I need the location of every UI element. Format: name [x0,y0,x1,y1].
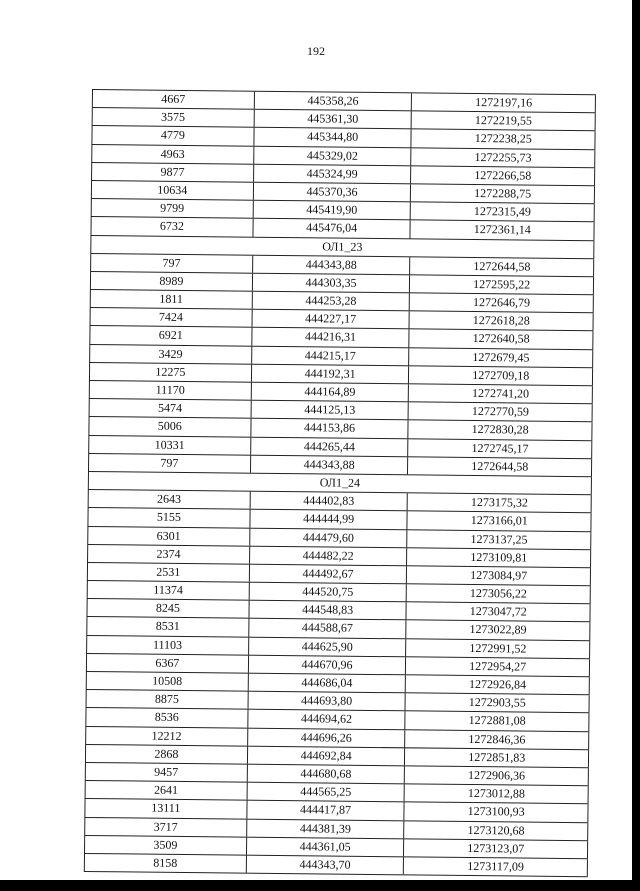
y-coordinate-cell: 1272926,84 [405,675,590,694]
point-number-cell: 2374 [87,545,249,564]
x-coordinate-cell: 444402,83 [249,492,407,511]
point-number-cell: 7424 [90,308,252,327]
y-coordinate-cell: 1272255,73 [411,148,596,167]
x-coordinate-cell: 445329,02 [253,146,411,165]
point-number-cell: 3717 [84,817,246,836]
section-label: ОЛ1_24 [88,472,592,494]
point-number-cell: 4963 [91,145,253,164]
x-coordinate-cell: 444482,22 [249,546,407,565]
x-coordinate-cell: 444417,87 [246,801,404,820]
x-coordinate-cell: 444153,86 [250,419,408,438]
x-coordinate-cell: 444548,83 [248,601,406,620]
point-number-cell: 1811 [90,290,252,309]
y-coordinate-cell: 1272618,28 [409,312,594,331]
y-coordinate-cell: 1272315,49 [410,202,595,221]
x-coordinate-cell: 444227,17 [251,310,409,329]
y-coordinate-cell: 1272830,28 [408,421,593,440]
point-number-cell: 10508 [86,672,248,691]
x-coordinate-cell: 444444,99 [249,510,407,529]
x-coordinate-cell: 444192,31 [251,364,409,383]
x-coordinate-cell: 444216,31 [251,328,409,347]
x-coordinate-cell: 445370,36 [253,183,411,202]
point-number-cell: 2643 [88,490,250,509]
point-number-cell: 4667 [92,90,254,109]
point-number-cell: 4779 [91,126,253,145]
x-coordinate-cell: 444215,17 [251,346,409,365]
table-row [84,854,588,877]
y-coordinate-cell: 1272679,45 [409,348,594,367]
point-number-cell: 5474 [89,399,251,418]
y-coordinate-cell: 1273022,89 [406,621,591,640]
y-coordinate-cell: 1272903,55 [405,693,590,712]
y-coordinate-cell: 1272640,58 [409,330,594,349]
y-coordinate-cell: 1272644,58 [407,457,592,476]
y-coordinate-cell: 1273109,81 [406,548,591,567]
y-coordinate-cell: 1272851,83 [404,748,589,767]
y-coordinate-cell: 1272846,36 [405,730,590,749]
y-coordinate-cell: 1272644,58 [410,257,595,276]
y-coordinate-cell: 1272219,55 [411,112,596,131]
y-coordinate-cell: 1272745,17 [408,439,593,458]
x-coordinate-cell: 444588,67 [248,619,406,638]
x-coordinate-cell: 445361,30 [253,110,411,129]
x-coordinate-cell: 444565,25 [246,783,404,802]
y-coordinate-cell: 1273137,25 [407,530,592,549]
page-number: 192 [307,44,325,58]
x-coordinate-cell: 444696,26 [247,728,405,747]
point-number-cell: 9799 [91,199,253,218]
y-coordinate-cell: 1272741,20 [408,384,593,403]
x-coordinate-cell: 445419,90 [252,201,410,220]
y-coordinate-cell: 1272954,27 [405,657,590,676]
x-coordinate-cell: 445358,26 [254,92,412,111]
point-number-cell: 797 [88,454,250,473]
x-coordinate-cell: 444686,04 [247,674,405,693]
x-coordinate-cell: 444253,28 [251,292,409,311]
y-coordinate-cell: 1272595,22 [409,275,594,294]
point-number-cell: 797 [90,254,252,273]
point-number-cell: 8989 [90,272,252,291]
point-number-cell: 12212 [85,727,247,746]
x-coordinate-cell: 444479,60 [249,528,407,547]
x-coordinate-cell: 445324,99 [253,164,411,183]
y-coordinate-cell: 1272881,08 [405,712,590,731]
x-coordinate-cell: 444692,84 [247,746,405,765]
point-number-cell: 11374 [87,581,249,600]
coordinates-table [84,89,596,877]
point-number-cell: 10634 [91,181,253,200]
x-coordinate-cell: 444492,67 [249,565,407,584]
x-coordinate-cell: 444693,80 [247,692,405,711]
point-number-cell: 8531 [86,617,248,636]
x-coordinate-cell: 444343,70 [246,856,404,875]
y-coordinate-cell: 1272361,14 [410,221,595,240]
point-number-cell: 6367 [86,654,248,673]
x-coordinate-cell: 444625,90 [248,637,406,656]
x-coordinate-cell: 444670,96 [248,655,406,674]
x-coordinate-cell: 445476,04 [252,219,410,238]
y-coordinate-cell: 1273100,93 [404,803,589,822]
point-number-cell: 5006 [88,417,250,436]
y-coordinate-cell: 1273084,97 [406,566,591,585]
point-number-cell: 3429 [89,345,251,364]
y-coordinate-cell: 1272238,25 [411,130,596,149]
y-coordinate-cell: 1273056,22 [406,584,591,603]
y-coordinate-cell: 1272709,18 [408,366,593,385]
y-coordinate-cell: 1272266,58 [410,166,595,185]
point-number-cell: 13111 [84,799,246,818]
point-number-cell: 12275 [89,363,251,382]
y-coordinate-cell: 1272197,16 [411,93,596,112]
y-coordinate-cell: 1273047,72 [406,603,591,622]
point-number-cell: 3509 [84,836,246,855]
y-coordinate-cell: 1272991,52 [406,639,591,658]
point-number-cell: 8158 [84,854,246,873]
y-coordinate-cell: 1272770,59 [408,403,593,422]
x-coordinate-cell: 444164,89 [250,383,408,402]
point-number-cell: 9877 [91,163,253,182]
y-coordinate-cell: 1272288,75 [410,184,595,203]
section-label: ОЛ1_23 [90,235,594,257]
point-number-cell: 8875 [86,690,248,709]
x-coordinate-cell: 444694,62 [247,710,405,729]
point-number-cell: 11103 [86,636,248,655]
point-number-cell: 10331 [88,436,250,455]
x-coordinate-cell: 444381,39 [246,819,404,838]
point-number-cell: 8245 [86,599,248,618]
y-coordinate-cell: 1273123,07 [403,839,588,858]
x-coordinate-cell: 444361,05 [246,837,404,856]
point-number-cell: 3575 [92,108,254,127]
x-coordinate-cell: 444265,44 [250,437,408,456]
x-coordinate-cell: 444303,35 [252,274,410,293]
point-number-cell: 11170 [89,381,251,400]
y-coordinate-cell: 1273120,68 [404,821,589,840]
point-number-cell: 6301 [87,526,249,545]
x-coordinate-cell: 445344,80 [253,128,411,147]
x-coordinate-cell: 444343,88 [252,255,410,274]
point-number-cell: 9457 [85,763,247,782]
y-coordinate-cell: 1273012,88 [404,784,589,803]
y-coordinate-cell: 1273117,09 [403,857,588,876]
x-coordinate-cell: 444680,68 [246,765,404,784]
y-coordinate-cell: 1272906,36 [404,766,589,785]
point-number-cell: 2531 [87,563,249,582]
point-number-cell: 5155 [87,508,249,527]
point-number-cell: 6921 [89,326,251,345]
point-number-cell: 2868 [85,745,247,764]
point-number-cell: 6732 [90,217,252,236]
x-coordinate-cell: 444125,13 [250,401,408,420]
y-coordinate-cell: 1272646,79 [409,293,594,312]
x-coordinate-cell: 444343,88 [250,455,408,474]
point-number-cell: 8536 [85,708,247,727]
x-coordinate-cell: 444520,75 [248,583,406,602]
point-number-cell: 2641 [85,781,247,800]
y-coordinate-cell: 1273166,01 [407,512,592,531]
y-coordinate-cell: 1273175,32 [407,493,592,512]
